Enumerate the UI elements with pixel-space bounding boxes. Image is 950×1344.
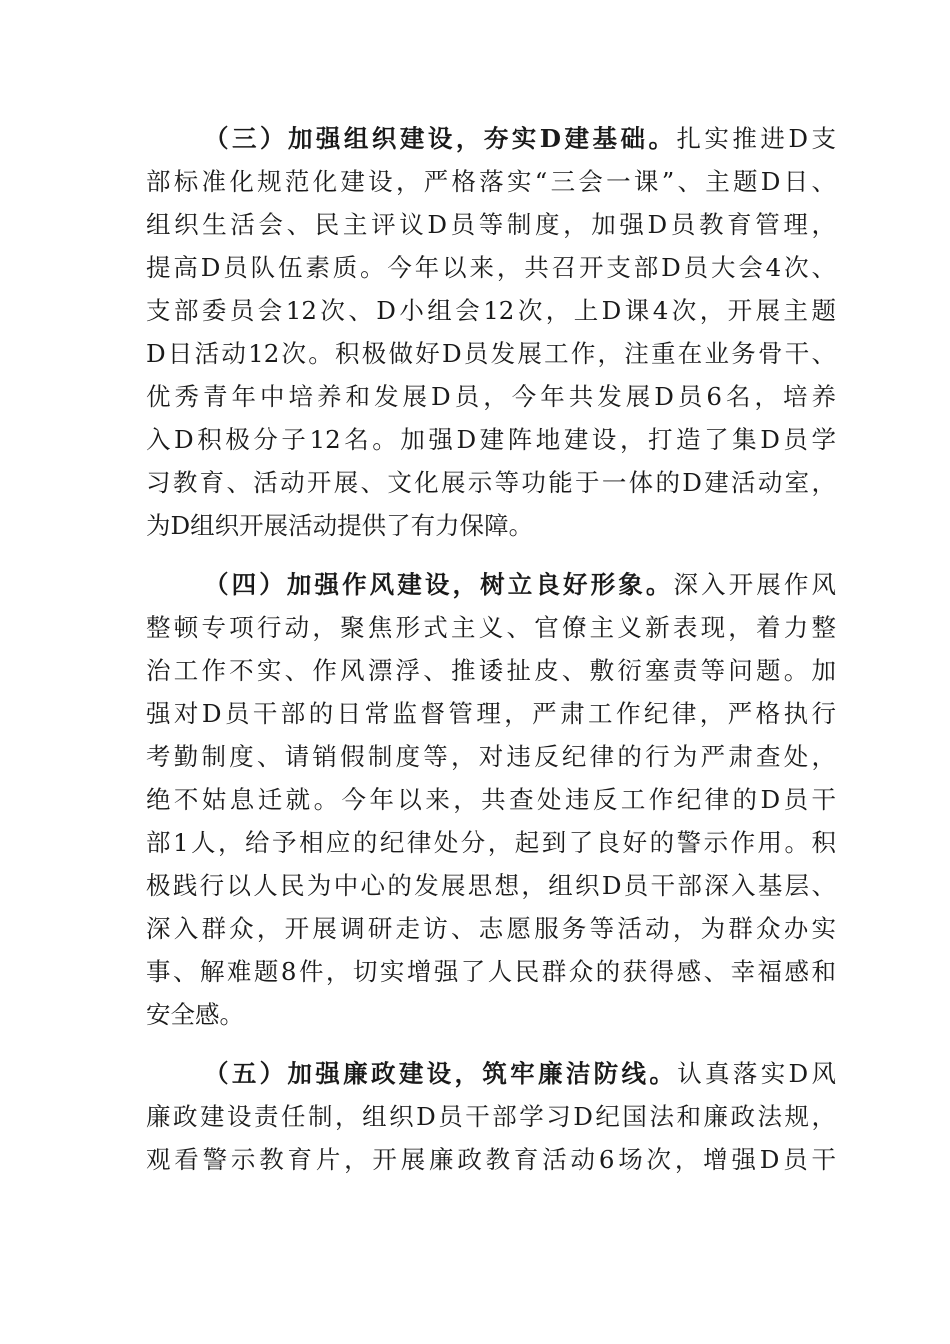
paragraph-3-line-2: 部标准化规范化建设，严格落实“三会一课”、主题D日、 <box>146 167 836 196</box>
paragraph-4-line-5: 考勤制度、请销假制度等，对违反纪律的行为严肃查处， <box>146 742 836 771</box>
paragraph-3-heading: （三）加强组织建设，夯实D建基础。 <box>204 124 677 153</box>
paragraph-4-line-11: 安全感。 <box>146 1000 244 1029</box>
paragraph-4-line-9: 深入群众，开展调研走访、志愿服务等活动，为群众办实 <box>146 914 836 943</box>
paragraph-3-line-4: 提高D员队伍素质。今年以来，共召开支部D员大会4次、 <box>146 253 836 282</box>
paragraph-3-line-7: 优秀青年中培养和发展D员，今年共发展D员6名，培养 <box>146 382 836 411</box>
paragraph-4-line-4: 强对D员干部的日常监督管理，严肃工作纪律，严格执行 <box>146 699 836 728</box>
paragraph-4-line-7: 部1人，给予相应的纪律处分，起到了良好的警示作用。积 <box>146 828 836 857</box>
paragraph-4-line-10: 事、解难题8件，切实增强了人民群众的获得感、幸福感和 <box>146 957 836 986</box>
paragraph-3-line-6: D日活动12次。积极做好D员发展工作，注重在业务骨干、 <box>146 339 836 368</box>
paragraph-4-line-2: 整顿专项行动，聚焦形式主义、官僚主义新表现，着力整 <box>146 613 836 642</box>
paragraph-3-line-1-text: 扎实推进D支 <box>676 124 836 153</box>
paragraph-3-line-9: 习教育、活动开展、文化展示等功能于一体的D建活动室， <box>146 468 836 497</box>
paragraph-4-line-1-text: 深入开展作风 <box>673 570 837 599</box>
paragraph-5-line-1 <box>204 1052 836 1096</box>
paragraph-4-line-3: 治工作不实、作风漂浮、推诿扯皮、敷衍塞责等问题。加 <box>146 656 836 685</box>
paragraph-5-line-2: 廉政建设责任制，组织D员干部学习D纪国法和廉政法规， <box>146 1102 836 1131</box>
paragraph-3-line-8: 入D积极分子12名。加强D建阵地建设，打造了集D员学 <box>146 425 836 454</box>
paragraph-5-heading: （五）加强廉政建设，筑牢廉洁防线。 <box>204 1059 678 1088</box>
paragraph-4-heading: （四）加强作风建设，树立良好形象。 <box>204 570 674 599</box>
paragraph-3-line-5: 支部委员会12次、D小组会12次，上D课4次，开展主题 <box>146 296 836 325</box>
paragraph-5-line-1-text: 认真落实D风 <box>677 1059 836 1088</box>
paragraph-3-line-3: 组织生活会、民主评议D员等制度，加强D员教育管理， <box>146 210 836 239</box>
paragraph-4-line-1 <box>204 563 836 607</box>
paragraph-4-line-8: 极践行以人民为中心的发展思想，组织D员干部深入基层、 <box>146 871 836 900</box>
paragraph-3-line-10: 为D组织开展活动提供了有力保障。 <box>146 511 534 540</box>
paragraph-3-line-1 <box>204 117 836 161</box>
paragraph-4-line-6: 绝不姑息迁就。今年以来，共查处违反工作纪律的D员干 <box>146 785 836 814</box>
paragraph-5-line-3: 观看警示教育片，开展廉政教育活动6场次，增强D员干 <box>146 1145 836 1174</box>
